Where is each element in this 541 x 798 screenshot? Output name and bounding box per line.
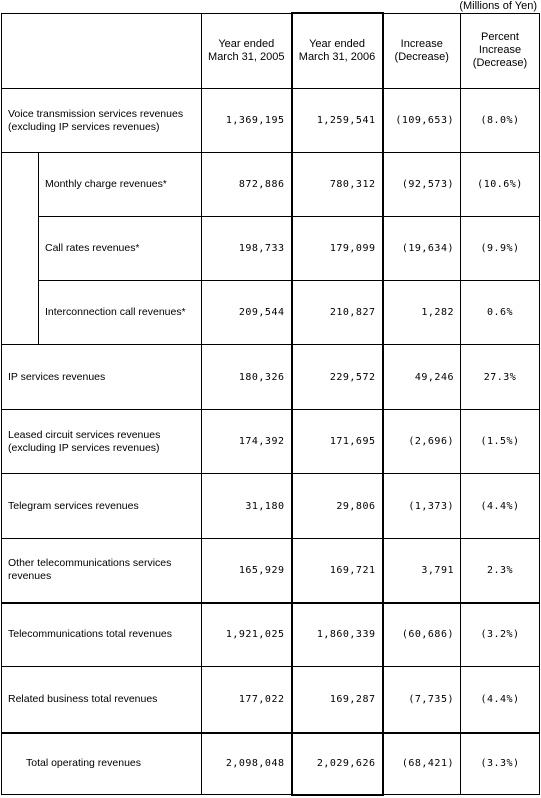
cell-fy2005: 177,022 xyxy=(202,667,292,733)
row-label xyxy=(2,474,202,539)
header-pct xyxy=(461,13,540,89)
cell-fy2005: 2,098,048 xyxy=(202,733,292,795)
cell-pct: (10.6%) xyxy=(461,153,540,217)
cell-change: (60,686) xyxy=(383,603,461,667)
header-pct-line3: (Decrease) xyxy=(472,57,528,70)
cell-fy2005: 198,733 xyxy=(202,217,292,281)
table-row xyxy=(2,733,540,795)
cell-pct: (4.4%) xyxy=(461,667,540,733)
row-label-line1: Voice transmission services revenues xyxy=(8,107,184,120)
row-label xyxy=(2,89,202,153)
table-row xyxy=(2,539,540,603)
row-label-line1: Telecommunications total revenues xyxy=(8,628,173,641)
indent-spacer xyxy=(2,153,39,217)
units-note: (Millions of Yen) xyxy=(459,0,537,12)
cell-fy2005: 180,326 xyxy=(202,345,292,410)
cell-change: (7,735) xyxy=(383,667,461,733)
row-label-line1: Monthly charge revenues xyxy=(45,178,163,190)
cell-pct: (8.0%) xyxy=(461,89,540,153)
table-row xyxy=(2,603,540,667)
cell-change: (1,373) xyxy=(383,474,461,539)
cell-pct: 0.6% xyxy=(461,281,540,345)
asterisk-note: * xyxy=(135,243,140,254)
row-label-line1: IP services revenues xyxy=(8,370,106,383)
cell-change: 49,246 xyxy=(383,345,461,410)
row-label-line1: Interconnection call revenues xyxy=(45,306,182,318)
row-label xyxy=(39,217,202,281)
row-label xyxy=(2,603,202,667)
header-fy2005-line2: March 31, 2005 xyxy=(208,50,285,63)
indent-spacer xyxy=(2,281,39,345)
row-label-line2: (excluding IP services revenues) xyxy=(8,441,160,454)
cell-change: (2,696) xyxy=(383,410,461,474)
cell-pct: 2.3% xyxy=(461,539,540,603)
cell-fy2005: 872,886 xyxy=(202,153,292,217)
cell-change: (109,653) xyxy=(383,89,461,153)
cell-pct: (1.5%) xyxy=(461,410,540,474)
header-fy2006 xyxy=(292,13,383,89)
row-label-line2: revenues xyxy=(8,570,52,583)
cell-pct: 27.3% xyxy=(461,345,540,410)
table-row xyxy=(2,153,540,217)
cell-change: 3,791 xyxy=(383,539,461,603)
row-label xyxy=(2,410,202,474)
cell-pct: (3.2%) xyxy=(461,603,540,667)
cell-pct: (3.3%) xyxy=(461,733,540,795)
cell-fy2006: 1,860,339 xyxy=(292,603,383,667)
cell-fy2005: 209,544 xyxy=(202,281,292,345)
cell-fy2006: 1,259,541 xyxy=(292,89,383,153)
cell-fy2006: 171,695 xyxy=(292,410,383,474)
cell-fy2005: 165,929 xyxy=(202,539,292,603)
row-label-line1: Call rates revenues xyxy=(45,242,136,254)
cell-fy2006: 179,099 xyxy=(292,217,383,281)
cell-change: (92,573) xyxy=(383,153,461,217)
asterisk-note: * xyxy=(181,307,186,318)
cell-fy2006: 169,721 xyxy=(292,539,383,603)
header-fy2005-line1: Year ended xyxy=(218,37,275,50)
cell-fy2006: 169,287 xyxy=(292,667,383,733)
table-row xyxy=(2,89,540,153)
row-label xyxy=(2,733,202,795)
header-change xyxy=(383,13,461,89)
row-label xyxy=(39,281,202,345)
table-row xyxy=(2,474,540,539)
asterisk-note: * xyxy=(162,179,167,190)
header-pct-line2: Increase xyxy=(478,44,522,57)
cell-pct: (4.4%) xyxy=(461,474,540,539)
cell-fy2005: 174,392 xyxy=(202,410,292,474)
header-blank-cell xyxy=(2,13,202,89)
header-fy2005 xyxy=(202,13,292,89)
revenue-table xyxy=(1,12,540,796)
row-label-line1: Total operating revenues xyxy=(26,757,141,770)
header-fy2006-line2: March 31, 2006 xyxy=(298,51,376,63)
cell-change: 1,282 xyxy=(383,281,461,345)
cell-fy2005: 31,180 xyxy=(202,474,292,539)
row-label-line1: Other telecommunications services xyxy=(8,557,172,570)
cell-fy2005: 1,921,025 xyxy=(202,603,292,667)
row-label xyxy=(39,153,202,217)
row-label-line2: (excluding IP services revenues) xyxy=(8,120,160,133)
indent-spacer xyxy=(2,217,39,281)
table-row xyxy=(2,281,540,345)
header-change-line1: Increase xyxy=(400,37,443,50)
cell-fy2006: 29,806 xyxy=(292,474,383,539)
header-fy2006-line1: Year ended xyxy=(309,38,365,50)
cell-fy2006: 229,572 xyxy=(292,345,383,410)
cell-fy2005: 1,369,195 xyxy=(202,89,292,153)
header-row xyxy=(2,13,540,89)
table-row xyxy=(2,217,540,281)
row-label xyxy=(2,667,202,733)
row-label xyxy=(2,539,202,603)
row-label-line1: Leased circuit services revenues xyxy=(8,428,161,441)
cell-fy2006: 780,312 xyxy=(292,153,383,217)
row-label-line1: Related business total revenues xyxy=(8,692,158,705)
table-row xyxy=(2,410,540,474)
table-row xyxy=(2,667,540,733)
row-label-line1: Telegram services revenues xyxy=(8,499,139,512)
header-change-line2: (Decrease) xyxy=(394,50,449,63)
cell-fy2006: 2,029,626 xyxy=(292,733,383,795)
header-pct-line1: Percent xyxy=(481,31,519,44)
cell-pct: (9.9%) xyxy=(461,217,540,281)
table-row xyxy=(2,345,540,410)
cell-change: (68,421) xyxy=(383,733,461,795)
cell-fy2006: 210,827 xyxy=(292,281,383,345)
cell-change: (19,634) xyxy=(383,217,461,281)
row-label xyxy=(2,345,202,410)
